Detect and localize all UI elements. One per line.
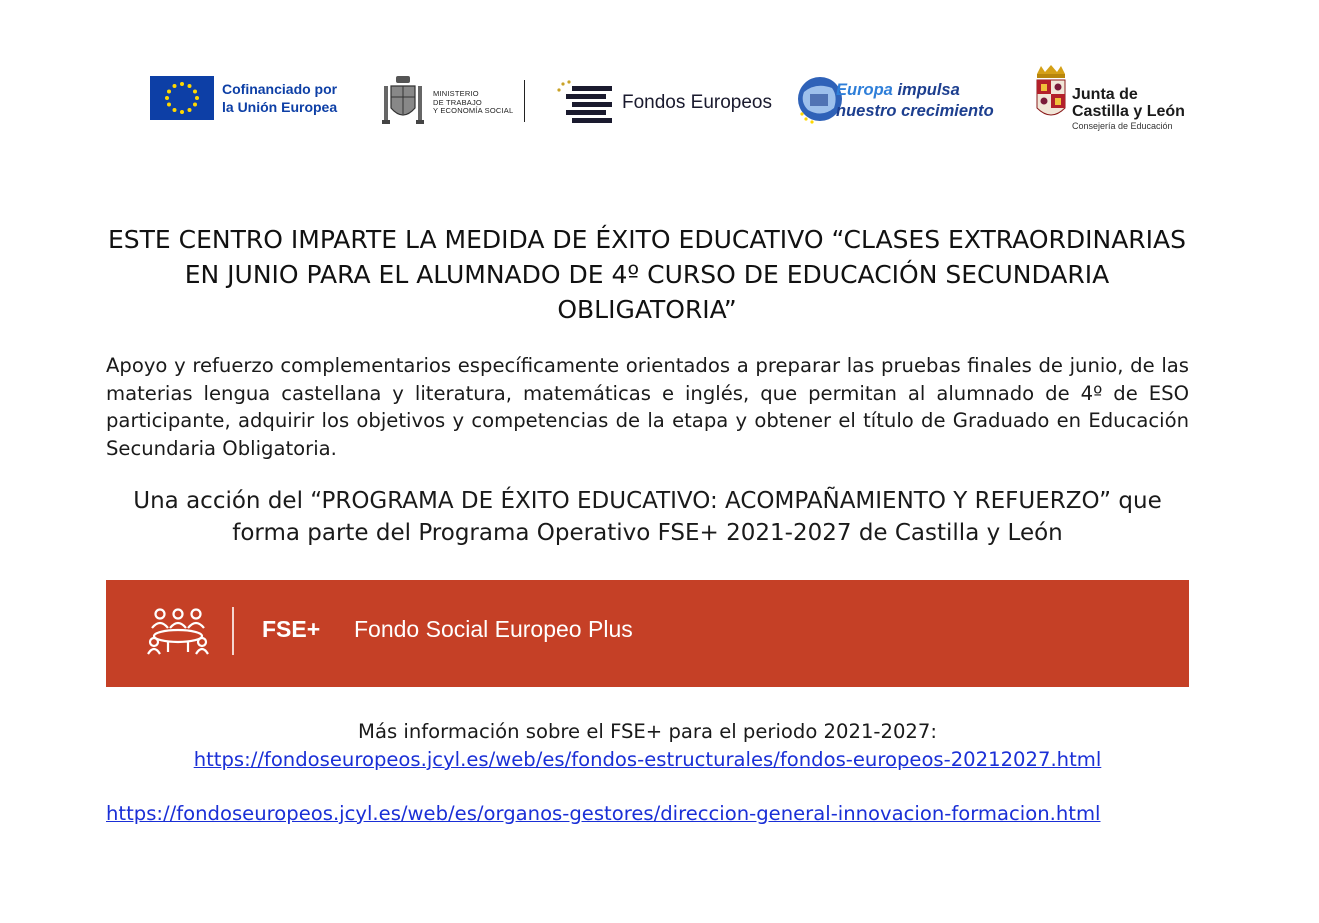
link-fondos-2021-2027[interactable]: https://fondoseuropeos.jcyl.es/web/es/fondos-estructurales/fondos-europeos-20212027.html xyxy=(193,748,1102,771)
measure-description: Apoyo y refuerzo complementarios específicamente orientados a preparar las pruebas finales de junio, de las materias lengua castellana y literatura, matemáticas e inglés, que permitan al alumnado de 4º de ESO participante, adquirir los objetivos y competencias de la etapa y obtener el título de Graduado en Educación Secundaria Obligatoria. xyxy=(106,354,1189,460)
link-direccion-general-wrapper xyxy=(106,800,1189,828)
junta-castilla-leon-shield-icon xyxy=(1033,64,1069,124)
fondos-europeos-stripes-icon xyxy=(556,80,614,124)
page-title: ESTE CENTRO IMPARTE LA MEDIDA DE ÉXITO EDUCATIVO “CLASES EXTRAORDINARIAS EN JUNIO PARA EL ALUMNADO DE 4º CURSO DE EDUCACIÓN SECUNDARIA OBLIGATORIA” xyxy=(107,225,1187,324)
consejeria-educacion-label: Consejería de Educación xyxy=(1072,121,1173,131)
europa-impulsa-logo-text: Europa impulsa nuestro crecimiento xyxy=(836,81,994,120)
fse-plus-short-label: FSE+ xyxy=(262,616,321,642)
logo-divider xyxy=(524,80,525,122)
fondos-europeos-logo-text: Fondos Europeos xyxy=(622,92,772,113)
more-info-label: Más información sobre el FSE+ para el periodo 2021-2027: xyxy=(358,720,937,743)
link-fondos-2021-2027-wrapper xyxy=(106,746,1189,774)
link-direccion-general-innovacion[interactable]: https://fondoseuropeos.jcyl.es/web/es/organos-gestores/direccion-general-innovacion-formacion.html xyxy=(106,802,1101,825)
banner-divider xyxy=(232,607,234,655)
spanish-coat-of-arms-icon xyxy=(380,74,426,126)
eu-flag-icon xyxy=(150,76,214,120)
ministerio-logo-text: MINISTERIO DE TRABAJO Y ECONOMÍA SOCIAL xyxy=(433,89,514,115)
program-statement: Una acción del “PROGRAMA DE ÉXITO EDUCATIVO: ACOMPAÑAMIENTO Y REFUERZO” que forma parte del Programa Operativo FSE+ 2021-2027 de Castilla y León xyxy=(133,488,1162,546)
people-around-table-icon xyxy=(146,606,210,656)
junta-castilla-leon-logo-text: Junta de Castilla y León xyxy=(1072,86,1185,120)
eu-cofinanced-logo-text: Cofinanciado por la Unión Europea xyxy=(222,81,338,115)
fse-plus-long-label: Fondo Social Europeo Plus xyxy=(354,616,633,642)
